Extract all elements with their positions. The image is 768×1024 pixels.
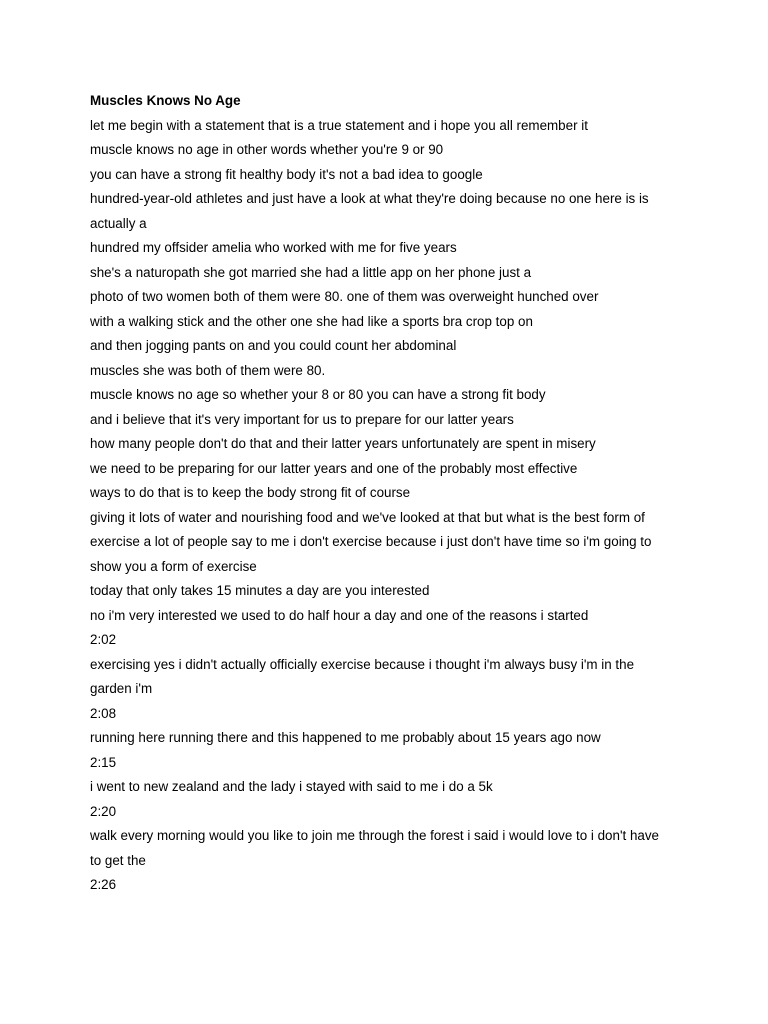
transcript-line: today that only takes 15 minutes a day are you interested bbox=[90, 583, 430, 598]
transcript-line: garden i'm bbox=[90, 681, 153, 696]
transcript-line: exercise a lot of people say to me i don't exercise because i just don't have time so i'm going to bbox=[90, 534, 652, 549]
transcript-line: show you a form of exercise bbox=[90, 558, 257, 574]
document-title: Muscles Knows No Age bbox=[90, 93, 241, 108]
transcript-line: and i believe that it's very important for us to prepare for our latter years bbox=[90, 411, 514, 427]
transcript-line: muscle knows no age in other words whether you're 9 or 90 bbox=[90, 142, 444, 157]
transcript-line: hundred my offsider amelia who worked with me for five years bbox=[90, 240, 457, 255]
transcript-line: we need to be preparing for our latter years and one of the probably most effective bbox=[90, 460, 578, 476]
transcript-line: walk every morning would you like to join me through the forest i said i would love to i don't have bbox=[90, 828, 659, 843]
transcript-line: ways to do that is to keep the body strong fit of course bbox=[90, 485, 411, 500]
transcript-line: no i'm very interested we used to do half hour a day and one of the reasons i started bbox=[90, 607, 589, 623]
transcript-line: to get the bbox=[90, 852, 146, 868]
timestamp: 2:26 bbox=[90, 877, 117, 892]
transcript-line: exercising yes i didn't actually officially exercise because i thought i'm always busy i'm in the bbox=[90, 656, 635, 672]
timestamp: 2:08 bbox=[90, 705, 117, 721]
transcript-line: actually a bbox=[90, 215, 147, 231]
transcript-line: giving it lots of water and nourishing food and we've looked at that but what is the best form of bbox=[90, 509, 645, 525]
transcript-line: i went to new zealand and the lady i stayed with said to me i do a 5k bbox=[90, 779, 493, 794]
transcript-line: with a walking stick and the other one she had like a sports bra crop top on bbox=[90, 313, 533, 329]
transcript-line: you can have a strong fit healthy body it's not a bad idea to google bbox=[90, 166, 483, 182]
transcript-body bbox=[90, 114, 684, 898]
timestamp: 2:15 bbox=[90, 754, 117, 770]
transcript-line: muscles she was both of them were 80. bbox=[90, 362, 326, 378]
transcript-line: she's a naturopath she got married she had a little app on her phone just a bbox=[90, 264, 532, 280]
transcript-line: muscle knows no age so whether your 8 or 80 you can have a strong fit body bbox=[90, 387, 546, 402]
transcript-line: and then jogging pants on and you could count her abdominal bbox=[90, 338, 457, 353]
transcript-line: how many people don't do that and their latter years unfortunately are spent in misery bbox=[90, 436, 596, 451]
timestamp: 2:20 bbox=[90, 803, 117, 819]
transcript-line: photo of two women both of them were 80. one of them was overweight hunched over bbox=[90, 289, 599, 304]
transcript-line: running here running there and this happened to me probably about 15 years ago now bbox=[90, 730, 601, 745]
timestamp: 2:02 bbox=[90, 632, 117, 647]
transcript-line: hundred-year-old athletes and just have a look at what they're doing because no one here is is bbox=[90, 191, 649, 206]
transcript-line: let me begin with a statement that is a true statement and i hope you all remember it bbox=[90, 117, 588, 133]
